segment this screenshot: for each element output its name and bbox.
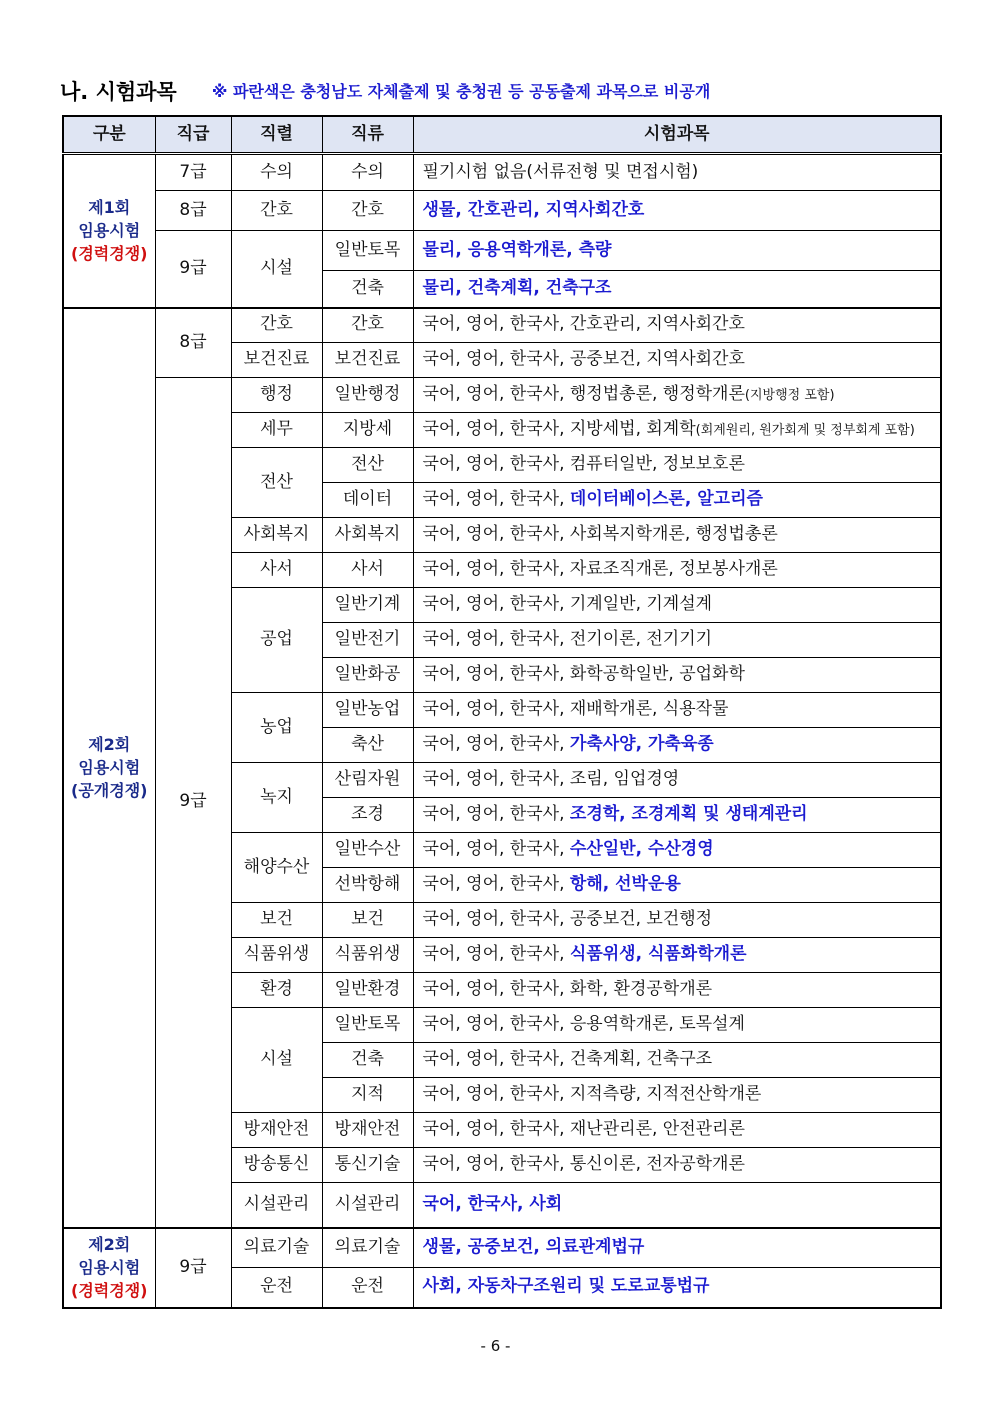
series-cell: 보건 [231,903,322,938]
class-cell: 축산 [322,728,413,763]
subjects-public: 국어, 영어, 한국사, 기계일반, 기계설계 [422,594,713,615]
class-cell: 조경 [322,798,413,833]
subjects-undisclosed: 식품위생, 식품화학개론 [569,944,747,965]
header-subjects: 시험과목 [413,116,941,154]
series-cell: 공업 [231,588,322,693]
subjects-undisclosed: 수산일반, 수산경영 [569,839,714,860]
class-cell: 지방세 [322,413,413,448]
series-cell: 해양수산 [231,833,322,903]
class-cell: 일반환경 [322,973,413,1008]
subjects-public: 국어, 영어, 한국사, [422,734,570,755]
subjects-cell [413,763,941,798]
subjects-cell [413,1043,941,1078]
exam-round: 제2회 [88,734,131,754]
table-row [63,1228,941,1268]
subjects-public: 국어, 영어, 한국사, 화학, 환경공학개론 [422,979,713,1000]
series-cell: 시설 [231,1008,322,1113]
class-cell: 건축 [322,271,413,308]
subjects-cell [413,448,941,483]
subjects-public: 국어, 영어, 한국사, 공중보건, 보건행정 [422,909,713,930]
subjects-public: 국어, 영어, 한국사, 지방세법, 회계학 [422,419,696,440]
table-row [63,191,941,231]
series-cell: 사서 [231,553,322,588]
series-cell: 농업 [231,693,322,763]
series-cell: 방송통신 [231,1148,322,1183]
page-number: - 6 - [480,1337,511,1355]
class-cell: 일반수산 [322,833,413,868]
subjects-cell [413,1228,941,1268]
subjects-cell [413,833,941,868]
subjects-cell [413,231,941,271]
subjects-cell [413,191,941,231]
class-cell: 전산 [322,448,413,483]
subjects-public: 국어, 영어, 한국사, [422,489,570,510]
subjects-undisclosed: 가축사양, 가축육종 [569,734,714,755]
subjects-cell [413,973,941,1008]
class-cell: 통신기술 [322,1148,413,1183]
subjects-public: 국어, 영어, 한국사, [422,804,570,825]
header-category: 구분 [63,116,155,154]
class-cell: 운전 [322,1268,413,1308]
header-grade: 직급 [155,116,231,154]
grade-cell: 7급 [155,154,231,191]
subjects-cell [413,658,941,693]
exam-type: 임용시험 [78,1257,141,1277]
subjects-cell [413,271,941,308]
subjects-public: 국어, 영어, 한국사, 공중보건, 지역사회간호 [422,349,745,370]
subjects-public: 국어, 영어, 한국사, 재난관리론, 안전관리론 [422,1119,745,1140]
subjects-undisclosed: 물리, 건축계획, 건축구조 [422,277,612,298]
subjects-cell [413,693,941,728]
subjects-public: 국어, 영어, 한국사, 사회복지학개론, 행정법총론 [422,524,778,545]
subjects-cell [413,623,941,658]
series-cell: 운전 [231,1268,322,1308]
exam-category-cell [63,308,155,1228]
table-header-row [63,116,941,154]
subjects-public: 국어, 영어, 한국사, 행정법총론, 행정학개론 [422,384,745,405]
class-cell: 사서 [322,553,413,588]
subjects-undisclosed: 물리, 응용역학개론, 측량 [422,239,612,260]
subjects-undisclosed: 국어, 한국사, 사회 [422,1193,563,1214]
table-row [63,308,941,343]
exam-type: 임용시험 [78,757,141,777]
grade-cell: 9급 [155,231,231,308]
series-cell: 환경 [231,973,322,1008]
subjects-cell [413,1268,941,1308]
exam-category-label [64,733,155,803]
subjects-note: (회계원리, 원가회계 및 정부회계 포함) [695,423,915,439]
class-cell: 일반기계 [322,588,413,623]
subjects-undisclosed: 데이터베이스론, 알고리즘 [569,489,763,510]
subjects-public: 국어, 영어, 한국사, 지적측량, 지적전산학개론 [422,1084,762,1105]
exam-competition: (경력경쟁) [71,244,148,264]
exam-round: 제2회 [88,1234,131,1254]
class-cell: 일반토목 [322,231,413,271]
class-cell: 일반전기 [322,623,413,658]
class-cell: 방재안전 [322,1113,413,1148]
series-cell: 간호 [231,308,322,343]
series-cell: 방재안전 [231,1113,322,1148]
subjects-undisclosed: 생물, 간호관리, 지역사회간호 [422,199,645,220]
class-cell: 사회복지 [322,518,413,553]
class-cell: 일반농업 [322,693,413,728]
subjects-cell [413,483,941,518]
subjects-public: 국어, 영어, 한국사, 전기이론, 전기기기 [422,629,713,650]
class-cell: 선박항해 [322,868,413,903]
series-cell: 시설 [231,231,322,308]
table-row [63,378,941,413]
subjects-cell [413,553,941,588]
series-cell: 전산 [231,448,322,518]
class-cell: 일반토목 [322,1008,413,1043]
subjects-cell [413,588,941,623]
subjects-cell [413,1183,941,1228]
class-cell: 간호 [322,308,413,343]
table-row [63,154,941,191]
series-cell: 시설관리 [231,1183,322,1228]
subjects-public: 국어, 영어, 한국사, 간호관리, 지역사회간호 [422,314,745,335]
subjects-cell [413,1008,941,1043]
subjects-cell [413,1113,941,1148]
exam-category-label [64,1233,155,1303]
series-cell: 의료기술 [231,1228,322,1268]
subjects-public: 국어, 영어, 한국사, 통신이론, 전자공학개론 [422,1154,745,1175]
subjects-cell [413,1148,941,1183]
subjects-cell [413,1078,941,1113]
subjects-public: 국어, 영어, 한국사, 응용역학개론, 토목설계 [422,1014,745,1035]
subjects-public: 국어, 영어, 한국사, 재배학개론, 식용작물 [422,699,729,720]
class-cell: 의료기술 [322,1228,413,1268]
subjects-public: 국어, 영어, 한국사, [422,874,570,895]
subjects-cell [413,798,941,833]
subjects-undisclosed: 항해, 선박운용 [569,874,681,895]
class-cell: 산림자원 [322,763,413,798]
table-row [63,231,941,271]
subjects-public: 국어, 영어, 한국사, 조림, 임업경영 [422,769,680,790]
subjects-cell [413,938,941,973]
section-note: ※ 파란색은 충청남도 자체출제 및 충청권 등 공동출제 과목으로 비공개 [211,82,711,101]
table-body [63,154,941,1308]
subjects-cell [413,308,941,343]
subjects-public: 국어, 영어, 한국사, 자료조직개론, 정보봉사개론 [422,559,778,580]
series-cell: 세무 [231,413,322,448]
exam-competition: (경력경쟁) [71,1281,148,1301]
series-cell: 수의 [231,154,322,191]
subjects-undisclosed: 사회, 자동차구조원리 및 도로교통법규 [422,1276,710,1297]
class-cell: 시설관리 [322,1183,413,1228]
grade-cell: 8급 [155,308,231,378]
header-class: 직류 [322,116,413,154]
subjects-undisclosed: 생물, 공중보건, 의료관계법규 [422,1236,645,1257]
class-cell: 보건진료 [322,343,413,378]
exam-category-cell [63,1228,155,1308]
subjects-cell [413,903,941,938]
header-series: 직렬 [231,116,322,154]
series-cell: 녹지 [231,763,322,833]
subjects-cell [413,728,941,763]
class-cell: 간호 [322,191,413,231]
class-cell: 일반화공 [322,658,413,693]
subjects-note: (지방행정 포함) [744,388,835,404]
class-cell: 일반행정 [322,378,413,413]
subjects-public: 국어, 영어, 한국사, 건축계획, 건축구조 [422,1049,713,1070]
class-cell: 지적 [322,1078,413,1113]
exam-category-cell [63,154,155,308]
subjects-cell [413,868,941,903]
class-cell: 데이터 [322,483,413,518]
subjects-public: 국어, 영어, 한국사, 화학공학일반, 공업화학 [422,664,745,685]
subjects-public: 국어, 영어, 한국사, [422,839,570,860]
exam-category-label [64,196,155,266]
grade-cell: 8급 [155,191,231,231]
class-cell: 보건 [322,903,413,938]
class-cell: 식품위생 [322,938,413,973]
class-cell: 수의 [322,154,413,191]
section-title: 나. 시험과목 [60,80,177,104]
series-cell: 간호 [231,191,322,231]
subjects-undisclosed: 조경학, 조경계획 및 생태계관리 [569,804,808,825]
grade-cell: 9급 [155,378,231,1228]
series-cell: 식품위생 [231,938,322,973]
series-cell: 보건진료 [231,343,322,378]
series-cell: 사회복지 [231,518,322,553]
section-heading [60,76,710,106]
subjects-public: 국어, 영어, 한국사, [422,944,570,965]
subjects-public: 국어, 영어, 한국사, 컴퓨터일반, 정보보호론 [422,454,745,475]
subjects-cell [413,154,941,191]
subjects-cell [413,413,941,448]
exam-competition: (공개경쟁) [71,781,148,801]
exam-round: 제1회 [88,197,131,217]
exam-type: 임용시험 [78,221,141,241]
grade-cell: 9급 [155,1228,231,1308]
series-cell: 행정 [231,378,322,413]
subjects-public: 필기시험 없음(서류전형 및 면접시험) [422,161,699,182]
class-cell: 건축 [322,1043,413,1078]
subjects-cell [413,343,941,378]
exam-subjects-table [62,115,942,1309]
subjects-cell [413,518,941,553]
subjects-cell [413,378,941,413]
